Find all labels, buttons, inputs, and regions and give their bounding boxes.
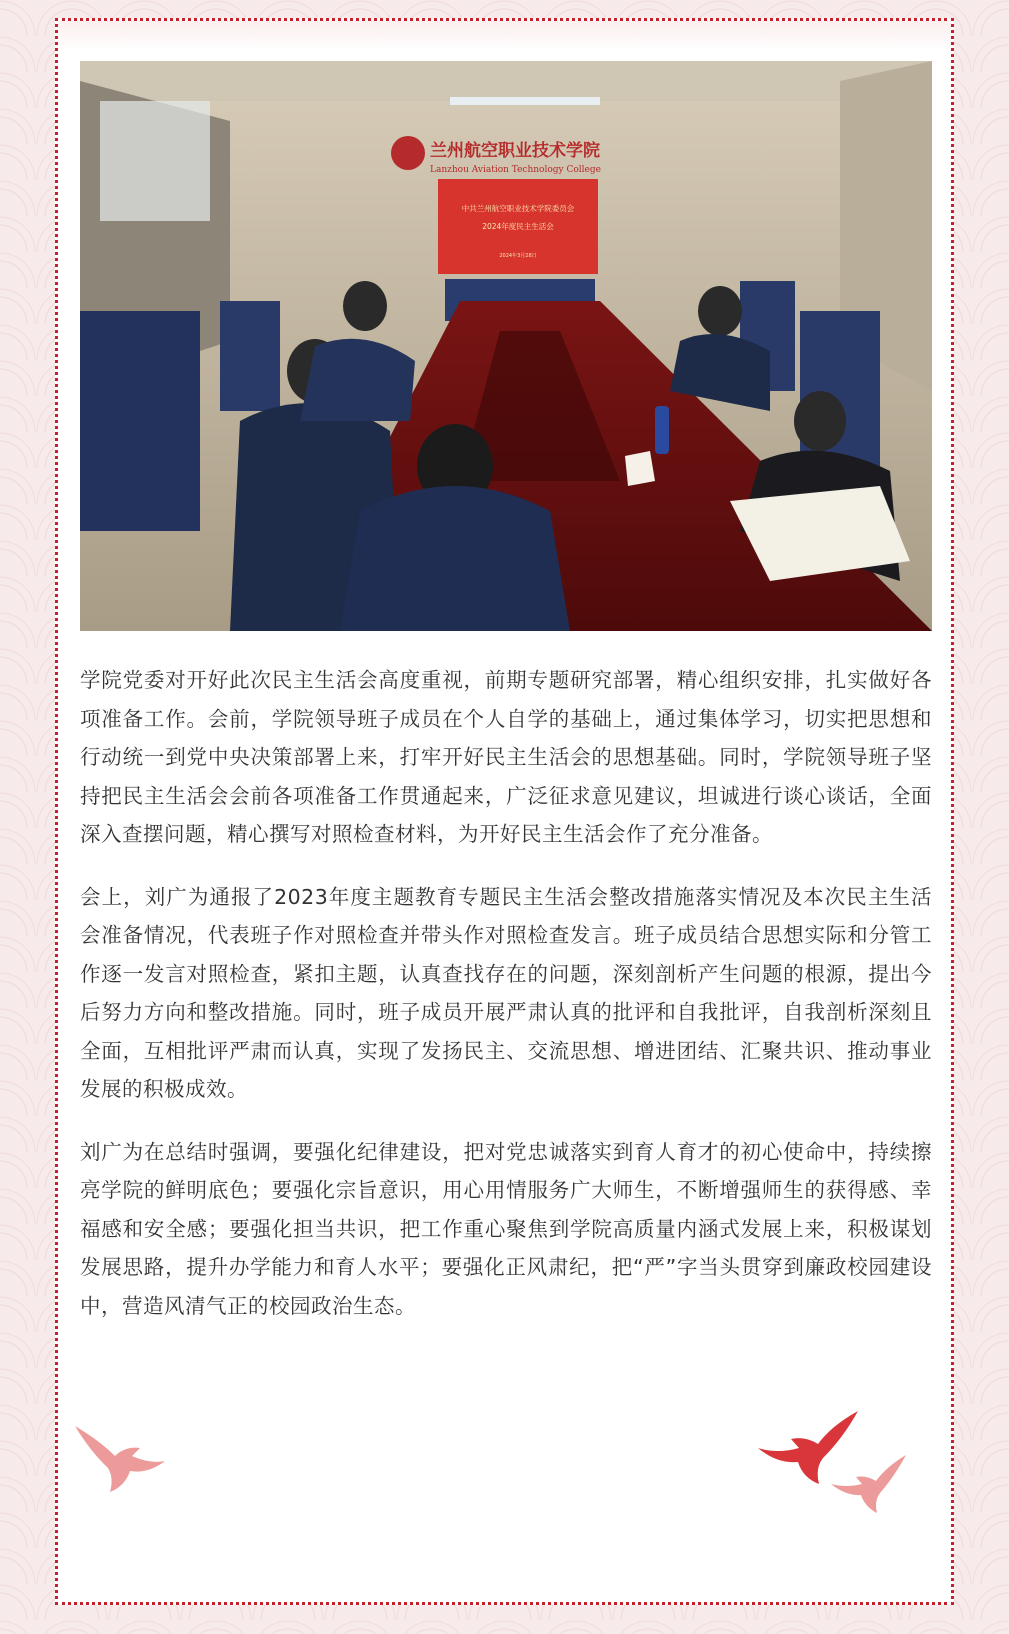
meeting-photo [80,61,932,631]
top-band [58,21,951,51]
dove-icon [828,1451,908,1516]
dove-icon [70,1416,170,1496]
screen-line1: 中共兰州航空职业技术学院委员会 [461,204,575,213]
article-body [80,661,932,1349]
screen-line2: 2024年度民主生活会 [482,222,554,231]
paragraph-2: 会上，刘广为通报了2023年度主题教育专题民主生活会整改措施落实情况及本次民主生活会准备情况，代表班子作对照检查并带头作对照检查发言。班子成员结合思想实际和分管工作逐一发言对照检查，紧扣主题，认真查找存在的问题，深刻剖析产生问题的根源，提出今后努力方向和整改措施。同时，班子成员开展严肃认真的批评和自我批评，自我剖析深刻且全面，互相批评严肃而认真，实现了发扬民主、交流思想、增进团结、汇聚共识、推动事业发展的积极成效。 [80,884,932,1101]
paragraph-1: 学院党委对开好此次民主生活会高度重视，前期专题研究部署，精心组织安排，扎实做好各项准备工作。会前，学院领导班子成员在个人自学的基础上，通过集体学习，切实把思想和行动统一到党中央决策部署上来，打牢开好民主生活会的思想基础。同时，学院领导班子坚持把民主生活会会前各项准备工作贯通起来，广泛征求意见建议，坦诚进行谈心谈话，全面深入查摆问题，精心撰写对照检查材料，为开好民主生活会作了充分准备。 [80,668,932,846]
screen-line3: 2024年3月28日 [499,253,537,259]
photo-logo-en: Lanzhou Aviation Technology College [430,165,601,175]
photo-logo-cn: 兰州航空职业技术学院 [430,141,600,161]
paragraph-3: 刘广为在总结时强调，要强化纪律建设，把对党忠诚落实到育人育才的初心使命中，持续擦亮学院的鲜明底色；要强化宗旨意识，用心用情服务广大师生，不断增强师生的获得感、幸福感和安全感；要强化担当共识，把工作重心聚焦到学院高质量内涵式发展上来，积极谋划发展思路，提升办学能力和育人水平；要强化正风肃纪，把“严”字当头贯穿到廉政校园建设中，营造风清气正的校园政治生态。 [80,1139,932,1318]
article-frame [55,18,954,1605]
